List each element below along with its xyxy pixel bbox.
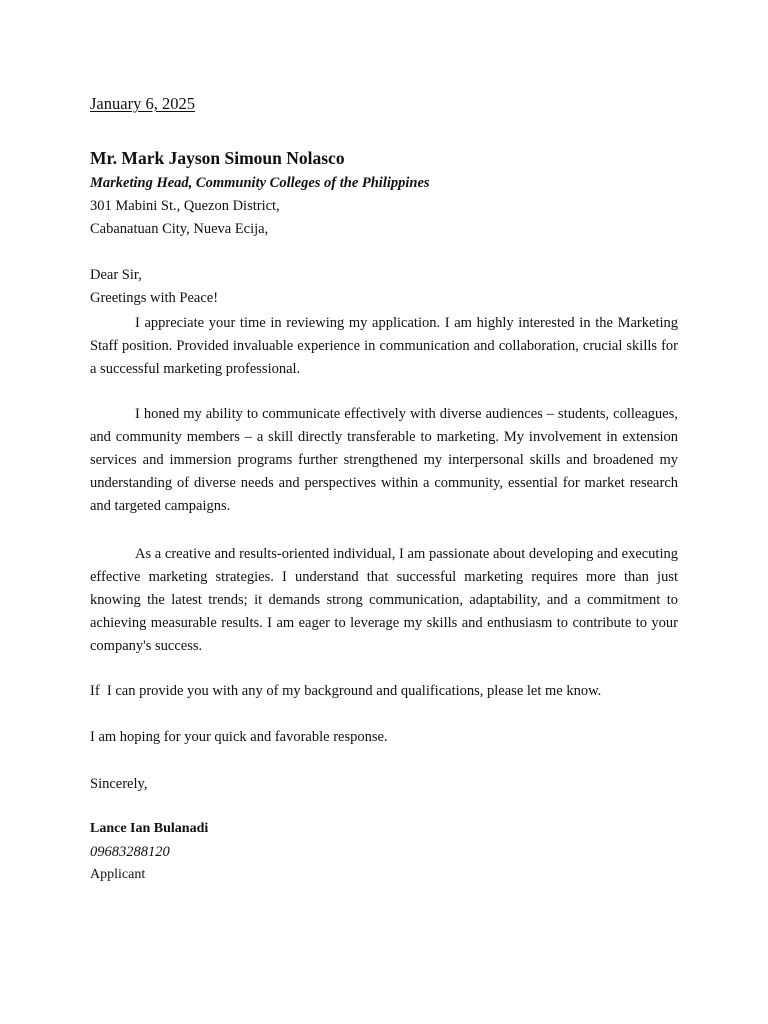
salutation: Dear Sir, [90, 267, 142, 283]
recipient-address-line1: 301 Mabini St., Quezon District, [90, 198, 280, 214]
paragraph-text: As a creative and results-oriented individual, I am passionate about developing and executing effective marketing strategies. I understand that successful marketing requires more than just knowing the latest trends; it demands strong communication, adaptability, and a commitment to achieving measurable results. I am eager to leverage my skills and enthusiasm to contribute to your company's success. [90, 546, 678, 654]
body-paragraph [90, 543, 678, 658]
signature-role: Applicant [90, 867, 146, 882]
signature-phone: 09683288120 [90, 844, 170, 860]
paragraph-text: I honed my ability to communicate effectively with diverse audiences – students, colleagues, and community members – a skill directly transferable to marketing. My involvement in extension services and immersion programs further strengthened my interpersonal skills and broadened my understanding of diverse needs and perspectives within a community, essential for market research and targeted campaigns. [90, 406, 678, 514]
recipient-title: Marketing Head, Community Colleges of the Philippines [90, 175, 430, 191]
signature-name: Lance Ian Bulanadi [90, 821, 209, 836]
greeting: Greetings with Peace! [90, 290, 219, 306]
body-paragraph [90, 312, 678, 381]
recipient-name: Mr. Mark Jayson Simoun Nolasco [90, 148, 345, 168]
closing-line: If I can provide you with any of my background and qualifications, please let me know. [90, 683, 602, 699]
body-paragraph [90, 403, 678, 518]
closing-line: I am hoping for your quick and favorable response. [90, 729, 388, 745]
recipient-address-line2: Cabanatuan City, Nueva Ecija, [90, 221, 269, 237]
signoff: Sincerely, [90, 776, 148, 792]
letter-date: January 6, 2025 [90, 94, 195, 113]
paragraph-text: I appreciate your time in reviewing my application. I am highly interested in the Marketing Staff position. Provided invaluable experience in communication and collaboration, crucial skills for a successful marketing professional. [90, 315, 678, 377]
